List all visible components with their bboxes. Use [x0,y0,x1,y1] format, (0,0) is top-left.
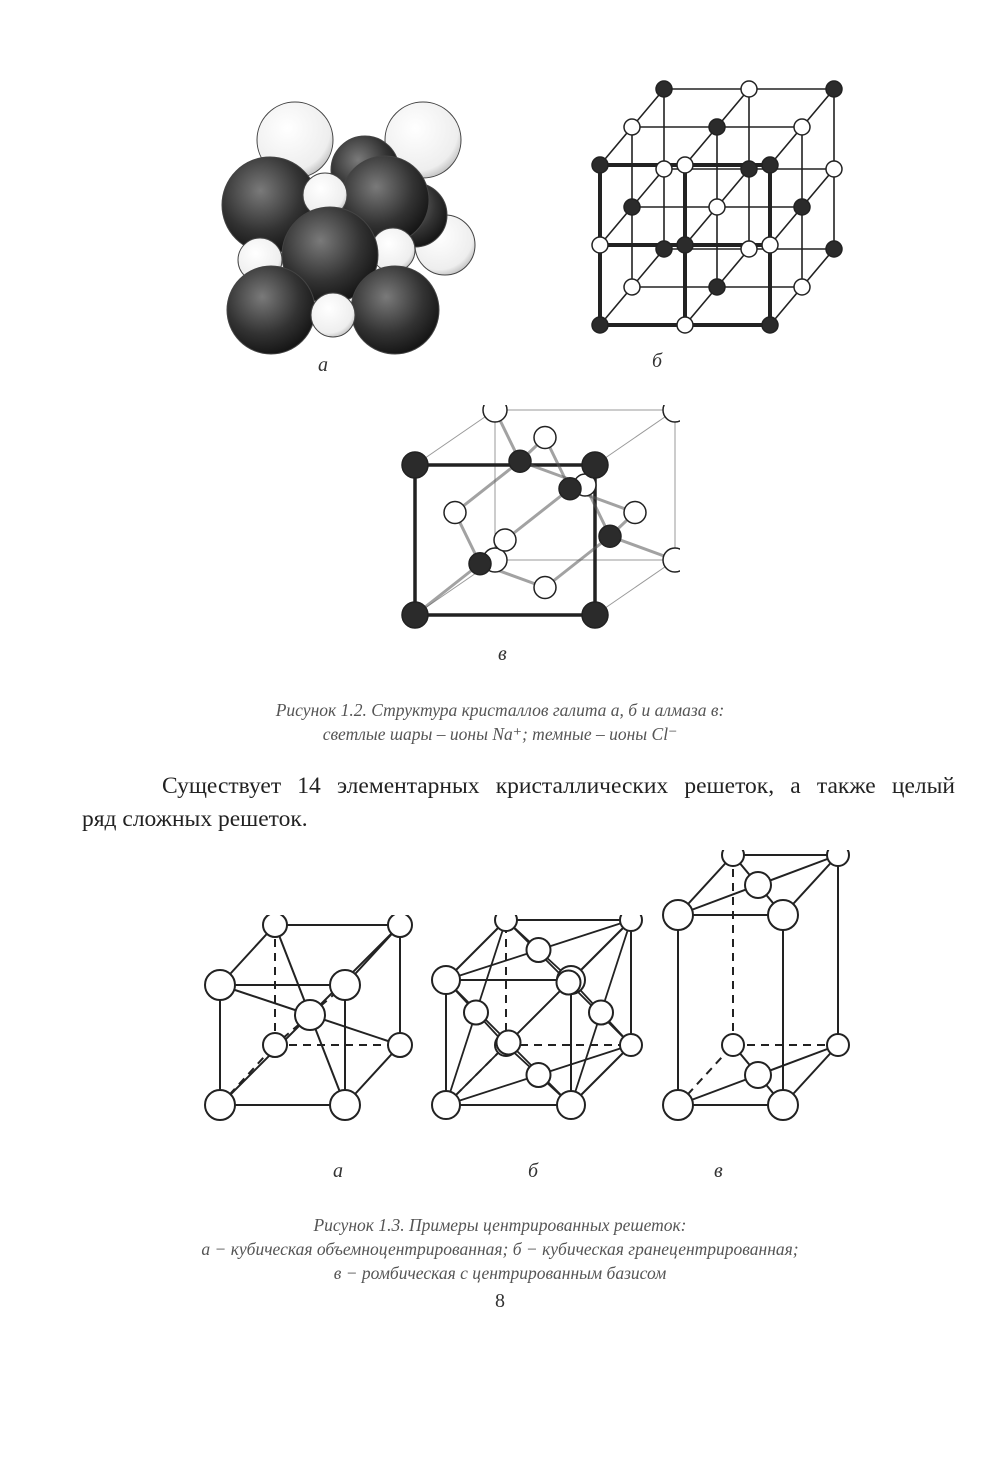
dark-atom [402,452,428,478]
corner-atom [330,970,360,1000]
corner-atom [557,1091,585,1119]
fig-1-3-sub-v: в [714,1160,723,1182]
na-ion [677,317,693,333]
halite-lattice-diagram [570,80,850,345]
light-atom [444,502,466,524]
corner-atom [827,1034,849,1056]
face-atom [527,938,551,962]
cl-ion [826,241,842,257]
cl-ion [709,279,725,295]
cl-ion [826,81,842,97]
caption-1-3-line3: в − ромбическая с центрированным базисом [333,1263,667,1283]
light-atom [534,427,556,449]
cube-edge [595,560,675,615]
fig-1-2-sub-a: а [318,354,328,376]
page-number: 8 [495,1290,505,1312]
corner-atom [768,900,798,930]
cl-ion [709,119,725,135]
light-atom [494,529,516,551]
dark-atom [469,553,491,575]
na-ion [741,81,757,97]
cl-ion [592,157,608,173]
paragraph-line1: Существует 14 элементарных кристаллических решеток, а также целый [162,773,955,799]
na-ion [826,161,842,177]
halite-sphere-model [215,95,485,360]
corner-atom [663,900,693,930]
caption-1-2-line2: светлые шары – ионы Na⁺; темные – ионы Cl⁻ [322,724,678,744]
cube-edge [595,410,675,465]
na-ion [624,279,640,295]
light-atom [663,548,680,572]
base-center-atom [745,872,771,898]
center-atom [295,1000,325,1030]
bcc-lattice-diagram [185,915,415,1140]
diamond-structure-diagram [380,405,680,640]
corner-atom [388,915,412,937]
orthorhombic-lattice-diagram [648,850,858,1135]
face-atom [527,1063,551,1087]
cl-ion [762,317,778,333]
cl-ion [656,241,672,257]
fig-1-3-sub-b: б [528,1160,539,1182]
base-center-atom [745,1062,771,1088]
atom-bond [545,536,610,587]
atom-bond [505,489,570,540]
dark-atom [402,602,428,628]
fig-1-3-sub-a: а [333,1160,343,1182]
light-atom [534,577,556,599]
body-paragraph [82,770,955,836]
dark-atom [599,525,621,547]
figure-1-3-caption [0,1213,1000,1285]
atom-bond [455,461,520,512]
center-bond [220,1015,310,1105]
figure-1-2-caption [0,698,1000,746]
corner-atom [722,1034,744,1056]
corner-atom [263,915,287,937]
cl-ion [592,317,608,333]
corner-atom [620,915,642,931]
corner-atom [205,970,235,1000]
caption-1-3-line1: Рисунок 1.3. Примеры центрированных решеток: [313,1215,687,1235]
corner-atom [620,1034,642,1056]
cl-ion [624,199,640,215]
na-ion [624,119,640,135]
corner-atom [205,1090,235,1120]
corner-atom [388,1033,412,1057]
dark-atom [509,450,531,472]
corner-atom [263,1033,287,1057]
light-atom [624,502,646,524]
dark-atom [582,452,608,478]
corner-atom [330,1090,360,1120]
na-ion [677,157,693,173]
face-atom [464,1001,488,1025]
dark-atom [559,478,581,500]
dark-atom [582,602,608,628]
cl-ion [741,161,757,177]
caption-1-2-line1: Рисунок 1.2. Структура кристаллов галита а, б и алмаза в: [275,700,725,720]
na-ion [592,237,608,253]
corner-atom [432,966,460,994]
corner-atom [827,850,849,866]
caption-1-3-line2: а − кубическая объемноцентрированная; б − кубическая гранецентрированная; [201,1239,799,1259]
na-ion [656,161,672,177]
fcc-lattice-diagram [418,915,648,1140]
na-ion [762,237,778,253]
cl-ion [794,199,810,215]
corner-atom [495,915,517,931]
paragraph-line2: ряд сложных решеток. [82,806,308,832]
corner-atom [432,1091,460,1119]
face-atom [557,971,581,995]
corner-atom [768,1090,798,1120]
corner-atom [722,850,744,866]
na-ion [741,241,757,257]
cl-ion [656,81,672,97]
na-ion [709,199,725,215]
cube-edge [415,410,495,465]
face-atom [589,1001,613,1025]
corner-atom [663,1090,693,1120]
light-atom [483,405,507,422]
cl-ion [762,157,778,173]
light-atom [663,405,680,422]
fig-1-2-sub-b: б [652,350,663,372]
fig-1-2-sub-v: в [498,643,507,665]
na-ion [794,279,810,295]
cl-ion [677,237,693,253]
center-bond [310,925,400,1015]
face-atom [497,1031,521,1055]
na-ion [794,119,810,135]
